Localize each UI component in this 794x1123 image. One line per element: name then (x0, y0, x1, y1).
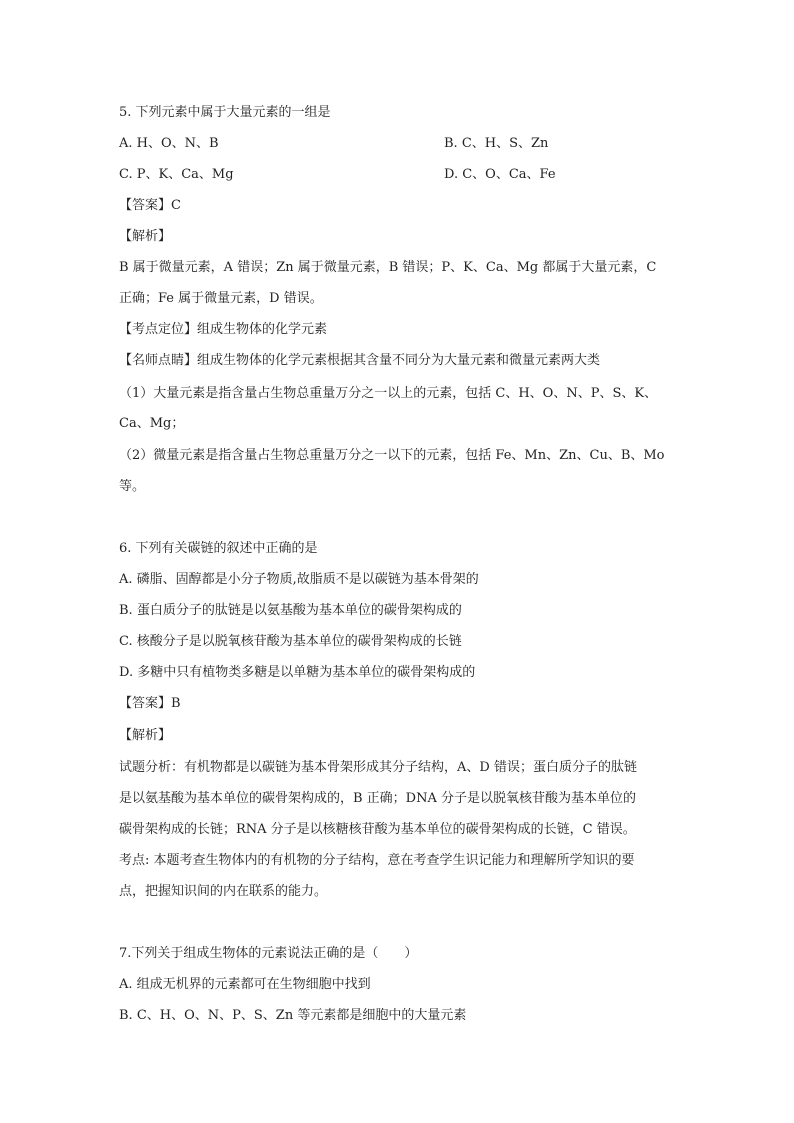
q6-analysis-label: 【解析】 (119, 728, 172, 743)
q5-analysis-line-1: B 属于微量元素，A 错误；Zn 属于微量元素，B 错误；P、K、Ca、Mg 都属于大量元素，C (119, 260, 657, 275)
q5-option-d: D. C、O、Ca、Fe (444, 167, 556, 182)
q5-point-2-line-2: 等。 (119, 479, 146, 494)
q5-analysis-label: 【解析】 (119, 229, 172, 244)
q6-answer: 【答案】B (119, 696, 181, 711)
q6-option-b: B. 蛋白质分子的肽链是以氨基酸为基本单位的碳骨架构成的 (119, 603, 462, 618)
q6-analysis-line-1: 试题分析：有机物都是以碳链为基本骨架形成其分子结构，A、D 错误；蛋白质分子的肽链 (119, 760, 637, 775)
q5-stem: 5. 下列元素中属于大量元素的一组是 (119, 105, 331, 120)
q5-option-b: B. C、H、S、Zn (444, 136, 549, 151)
q6-analysis-line-2: 是以氨基酸为基本单位的碳骨架构成的，B 正确；DNA 分子是以脱氧核苷酸为基本单位的 (119, 791, 637, 806)
q6-option-d: D. 多糖中只有植物类多糖是以单糖为基本单位的碳骨架构成的 (119, 665, 476, 680)
q5-analysis-line-2: 正确；Fe 属于微量元素，D 错误。 (119, 291, 323, 306)
q5-point-2-line-1: （2）微量元素是指含量占生物总重量万分之一以下的元素，包括 Fe、Mn、Zn、Cu、B、Mo (119, 448, 665, 463)
q6-kaodian-line-2: 点，把握知识间的内在联系的能力。 (119, 884, 328, 899)
q5-kaodian: 【考点定位】组成生物体的化学元素 (119, 322, 328, 337)
q7-option-a: A. 组成无机界的元素都可在生物细胞中找到 (119, 977, 371, 992)
q5-mingshi: 【名师点睛】组成生物体的化学元素根据其含量不同分为大量元素和微量元素两大类 (119, 353, 601, 368)
q6-kaodian-line-1: 考点: 本题考查生物体内的有机物的分子结构，意在考查学生识记能力和理解所学知识的要 (119, 853, 635, 868)
q6-option-a: A. 磷脂、固醇都是小分子物质,故脂质不是以碳链为基本骨架的 (119, 572, 479, 587)
q7-stem: 7.下列关于组成生物体的元素说法正确的是（ ） (119, 946, 418, 961)
q5-point-1-line-1: （1）大量元素是指含量占生物总重量万分之一以上的元素，包括 C、H、O、N、P、S、K、 (119, 386, 658, 401)
q5-point-1-line-2: Ca、Mg； (119, 416, 185, 431)
q6-option-c: C. 核酸分子是以脱氧核苷酸为基本单位的碳骨架构成的长链 (119, 634, 462, 649)
q6-analysis-line-3: 碳骨架构成的长链；RNA 分子是以核糖核苷酸为基本单位的碳骨架构成的长链，C 错误。 (119, 822, 636, 837)
q7-option-b: B. C、H、O、N、P、S、Zn 等元素都是细胞中的大量元素 (119, 1008, 467, 1023)
q5-answer: 【答案】C (119, 198, 181, 213)
q5-option-c: C. P、K、Ca、Mg (119, 167, 234, 182)
q6-stem: 6. 下列有关碳链的叙述中正确的是 (119, 541, 318, 556)
q5-option-a: A. H、O、N、B (119, 136, 219, 151)
